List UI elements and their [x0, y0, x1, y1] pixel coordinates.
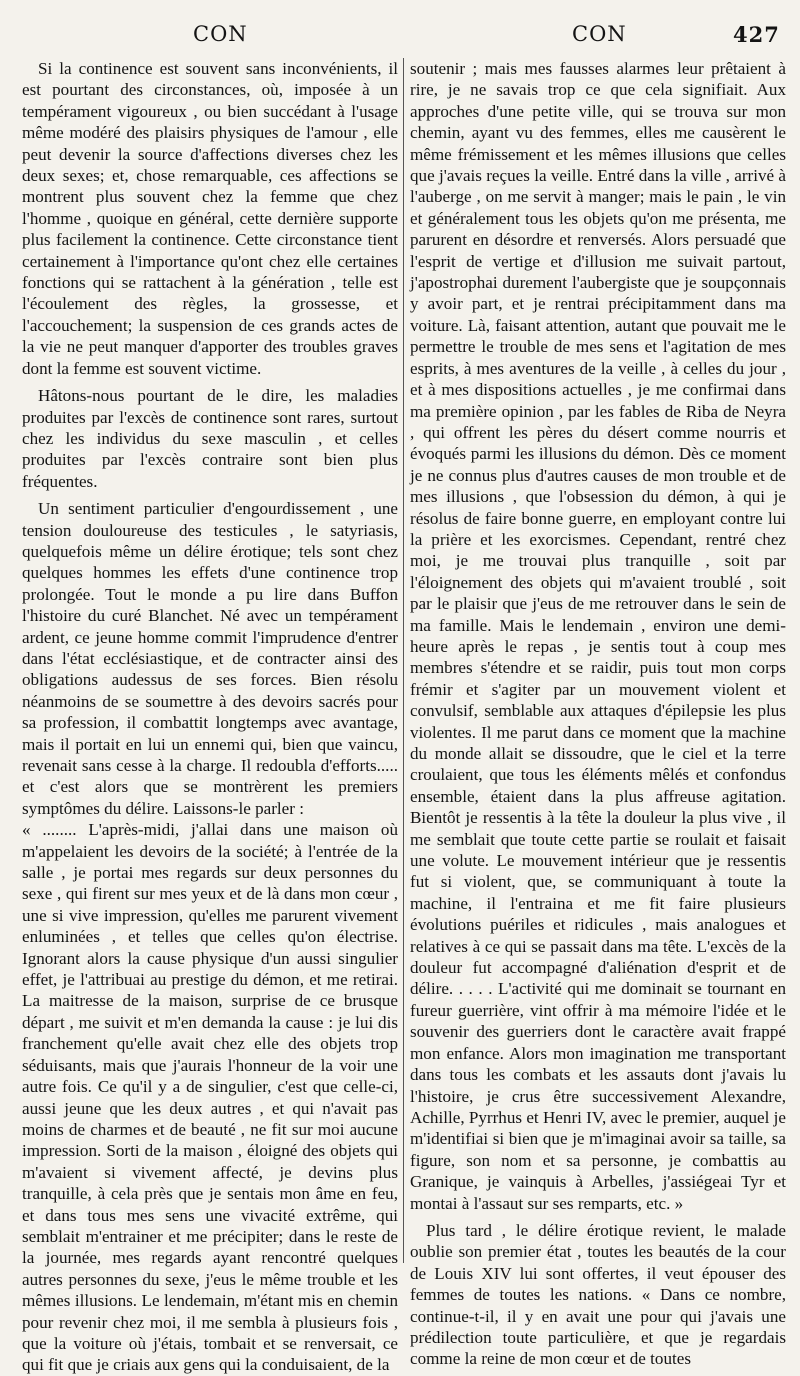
header-right-title: CON — [572, 22, 627, 46]
header-left-title: CON — [193, 22, 248, 46]
left-column — [22, 58, 398, 1375]
paragraph: Un sentiment particulier d'engourdissement , une tension douloureuse des testicules , le satyriasis, quelquefois même un délire érotique; tels sont chez quelques hommes les effets d'une continence trop prolongée. Tout le monde a pu lire dans Buffon l'histoire du curé Blanchet. Né avec un tempérament ardent, ce jeune homme commit l'imprudence d'entrer dans l'état ecclésiastique, et de contracter ainsi des obligations audessus de ses forces. Bien résolu néanmoins de se soumettre à des devoirs sacrés pour sa profession, il combattit longtemps avec avantage, mais il portait en lui un ennemi qui, bien que vaincu, revenait sans cesse à la charge. Il redoubla d'efforts..... et c'est alors que se montrèrent les premiers symptômes du délire. Laissons-le parler : — [22, 499, 398, 818]
quoted-paragraph: « ........ L'après-midi, j'allai dans une maison où m'appelaient les devoirs de la société; à l'entrée de la salle , je portai mes regards sur deux personnes du sexe , qui firent sur mes yeux et de là dans mon cœur , une si vive impression, qu'elles me parurent vivement enluminées , et telles que celles qu'on électrise. Ignorant alors la cause physique d'un aussi singulier effet, je l'attribuai au prestige du démon, et me retirai. La maitresse de la maison, surprise de ce brusque départ , me suivit et m'en demanda la cause : je lui dis franchement qu'elle avait chez elle des objets trop séduisants, mais que j'aurais l'honneur de la voir une autre fois. Ce qu'il y a de singulier, c'est que celle-ci, aussi jeune que les deux autres , et qui n'avait pas moins de charmes et de beauté , ne fit sur moi aucune impression. Sorti de la maison , éloigné des objets qui m'avaient si vivement affecté, je devins plus tranquille, à cela près que je sentais mon âme en feu, et dans tous mes sens une vivacité extrême, qui semblait m'entrainer et me précipiter; dans le reste de la journée, mes regards ayant rencontré quelques autres personnes du sexe, j'eus le même trouble et les mêmes illusions. Le lendemain, m'étant mis en chemin pour revenir chez moi, il me sembla à plusieurs fois , que la voiture où j'étais, tombait et se renversait, ce qui fit que je criais aux gens qui la conduisaient, de la — [22, 820, 398, 1375]
right-column — [410, 58, 786, 1369]
paragraph: Si la continence est souvent sans inconvénients, il est pourtant des circonstances, où, imposée à un tempérament vigoureux , ou bien succédant à l'usage même modéré des plaisirs physiques de l'amour , elle peut devenir la source d'affections diverses chez les deux sexes; et, chose remarquable, ces affections se montrent plus souvent chez la femme que chez l'homme , quoique en général, cette dernière supporte plus facilement la continence. Cette circonstance tient certainement à l'importance qu'ont chez elle certaines fonctions qui se rattachent à la génération , telle est l'écoulement des règles, la grossesse, et l'accouchement; la suspension de ces grands actes de la vie ne peut manquer d'apporter des troubles graves dont la femme est souvent victime. — [22, 59, 398, 378]
paragraph: Hâtons-nous pourtant de le dire, les maladies produites par l'excès de continence sont rares, surtout chez les individus du sexe masculin , et celles produites par l'excès contraire sont bien plus fréquentes. — [22, 386, 398, 491]
page-number: 427 — [733, 22, 780, 47]
paragraph: Plus tard , le délire érotique revient, le malade oublie son premier état , toutes les beautés de la cour de Louis XIV lui sont offertes, il veut épouser des femmes de toutes les nations. « Dans ce nombre, continue-t-il, il y en avait une pour qui j'avais une prédilection toute particulière, et que je regardais comme la reine de mon cœur et de toutes — [410, 1220, 786, 1369]
column-divider — [403, 58, 404, 1263]
paragraph-continued: soutenir ; mais mes fausses alarmes leur prêtaient à rire, je ne savais trop ce que cela signifiait. Aux approches d'une petite ville, qui se trouva sur mon chemin, ayant vu des femmes, elles me causèrent le même frémissement et les mêmes illusions que celles que j'avais reçues la veille. Entré dans la ville , arrivé à l'auberge , on me servit à manger; mais le pain , le vin et généralement tous les objets qu'on me présenta, me parurent en désordre et renversés. Alors persuadé que l'esprit de vertige et d'illusion me suivait partout, j'apostrophai durement l'aubergiste que je soupçonnais y avoir part, et je rentrai précipitamment dans ma voiture. Là, faisant attention, autant que pouvait me le permettre le trouble de mes sens et l'agitation de mes esprits, à mes aventures de la veille , à celles du jour , et à mes dispositions actuelles , je me confirmai dans ma première opinion , par les fables de Riba de Neyra , qui offrent les pères du désert comme nourris et évoqués parmi les illusions du démon. Dès ce moment je ne connus plus d'autres causes de mon trouble et de mes illusions , que l'obsession du démon, à qui je résolus de faire bonne guerre, en employant contre lui la prière et les exorcismes. Cependant, rentré chez moi, je me trouvai plus tranquille , soit par l'éloignement des objets qui m'avaient troublé , soit par le plaisir que j'eus de me retrouver dans le sein de ma famille. Mais le lendemain , environ une demi-heure après le repas , je sentis tout à coup mes membres s'étendre et se raidir, puis tout mon corps frémir et s'agiter par un mouvement violent et convulsif, semblable aux attaques d'épilepsie les plus violentes. Il me parut dans ce moment que la machine du monde allait se dissoudre, que le ciel et la terre croulaient, que tous les éléments mêlés et confondus ensemble, étaient dans la plus affreuse agitation. Bientôt je ressentis à la tête la douleur la plus vive , il me semblait que toute cette partie se roulait et faisait une volute. Le mouvement intérieur que je ressentis fut si violent, que, se communiquant à toute la machine, il l'entraina et me fit faire plusieurs évolutions puériles et ridicules , mais analogues et relatives à ce qui se passait dans ma tête. L'excès de la douleur fut accompagné d'aliénation d'esprit et de délire. . . . . L'activité qui me dominait se tournant en fureur guerrière, vint offrir à ma mémoire l'idée et le souvenir des guerriers dont le caractère avait frappé mon enfance. Alors mon imagination me transportant dans tous les combats et les assauts dont j'avais lu l'histoire, je crus être successivement Alexandre, Achille, Pyrrhus et Henri IV, avec le premier, auquel je m'identifiai si bien que je m'imaginai avoir sa taille, sa figure, son nom et sa personne, je combattis au Granique, je vainquis à Arbelles, j'assiégeai Tyr et montai à l'assaut sur ses remparts, etc. » — [410, 59, 786, 1213]
running-header — [0, 22, 800, 52]
